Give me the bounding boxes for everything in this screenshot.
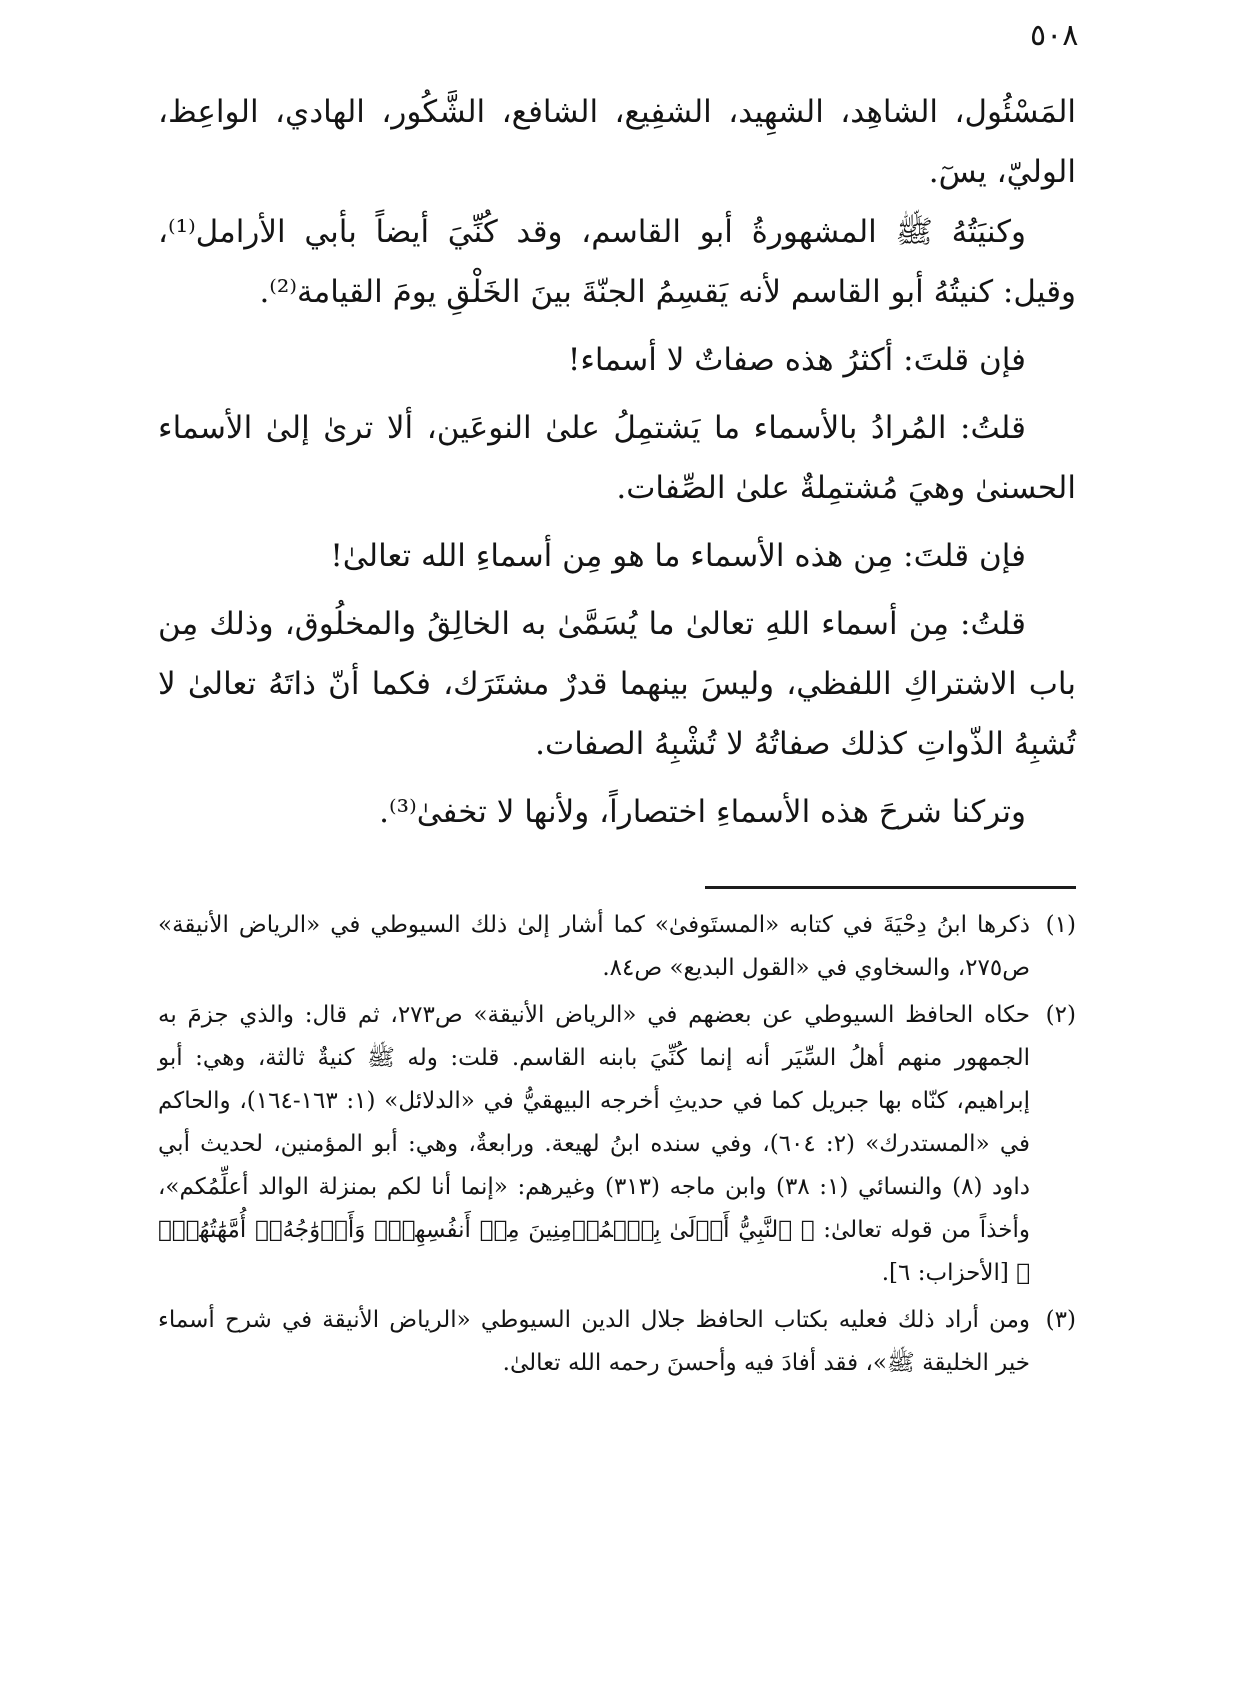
footnote-number: (٢) (1045, 1002, 1076, 1028)
paragraph-names-continued: المَسْئُول، الشاهِد، الشهِيد، الشفِيع، الشافع، الشَّكُور، الهادي، الواعِظ، الوليّ، يسٓ. (158, 94, 1076, 190)
footnote-text: حكاه الحافظ السيوطي عن بعضهم في «الرياض الأنيقة» ص٢٧٣، ثم قال: والذي جزمَ به الجمهور منهم أهلُ السِّيَر أنه إنما كُنِّيَ بابنه القاسم. قلت: وله ﷺ كنيةٌ ثالثة، وهي: أبو إبراهيم، كنّاه بها جبريل كما في حديثِ أخرجه البيهقيُّ في «الدلائل» (١: ١٦٣-١٦٤)، والحاكم في «المستدرك» (٢: ٦٠٤)، وفي سنده ابنُ لهيعة. ورابعةٌ، وهي: أبو المؤمنين، لحديث أبي داود (٨) والنسائي (١: ٣٨) وابن ماجه (٣١٣) وغيرهم: «إنما أنا لكم بمنزلة الوالد أعلِّمُكم»، وأخذاً من قوله تعالىٰ: ﴿ ٱلنَّبِيُّ أَوۡلَىٰ بِٱلۡمُؤۡمِنِينَ مِنۡ أَنفُسِهِمۡۖ وَأَزۡوَٰجُهُۥٓ أُمَّهَٰتُهُمۡۗ ﴾ [الأحزاب: ٦]. (158, 1002, 1030, 1286)
footnote-2 (158, 994, 1076, 1295)
main-text (158, 82, 1076, 842)
paragraph-answer-2: قلتُ: مِن أسماء اللهِ تعالىٰ ما يُسَمَّىٰ به الخالِقُ والمخلُوق، وذلك مِن باب الاشتراكِ اللفظي، وليسَ بينهما قدرٌ مشتَرَك، فكما أنّ ذاتَهُ تعالىٰ لا تُشبِهُ الذّواتِ كذلك صفاتُهُ لا تُشْبِهُ الصفات. (158, 606, 1076, 762)
paragraph-answer-1: قلتُ: المُرادُ بالأسماء ما يَشتمِلُ علىٰ النوعَين، ألا ترىٰ إلىٰ الأسماء الحسنىٰ وهيَ مُشتمِلةٌ علىٰ الصِّفات. (158, 410, 1076, 506)
paragraph-question-2: فإن قلتَ: مِن هذه الأسماء ما هو مِن أسماءِ الله تعالىٰ! (330, 538, 1026, 574)
footnote-number: (١) (1045, 912, 1076, 938)
footnote-text: ومن أراد ذلك فعليه بكتاب الحافظ جلال الدين السيوطي «الرياض الأنيقة في شرح أسماء خير الخليقة ﷺ»، فقد أفادَ فيه وأحسنَ رحمه الله تعالىٰ. (158, 1307, 1030, 1376)
footnote-text: ذكرها ابنُ دِحْيَةَ في كتابه «المستَوفىٰ» كما أشار إلىٰ ذلك السيوطي في «الرياض الأنيقة» ص٢٧٥، والسخاوي في «القول البديع» ص٨٤. (158, 912, 1030, 981)
paragraph-closing: وتركنا شرحَ هذه الأسماءِ اختصاراً، ولأنها لا تخفىٰ⁽³⁾. (379, 794, 1026, 830)
footnote-1 (158, 904, 1076, 990)
footnote-separator (705, 886, 1076, 889)
paragraph-kunya: وكنيَتُهُ ﷺ المشهورةُ أبو القاسم، وقد كُنِّيَ أيضاً بأبي الأرامل⁽¹⁾، وقيل: كنيتُهُ أبو القاسم لأنه يَقسِمُ الجنّةَ بينَ الخَلْقِ يومَ القيامة⁽²⁾. (158, 214, 1076, 310)
footnote-3 (158, 1299, 1076, 1385)
footnotes (158, 904, 1076, 1389)
footnote-number: (٣) (1045, 1307, 1076, 1333)
paragraph-question-1: فإن قلتَ: أكثرُ هذه صفاتٌ لا أسماء! (567, 342, 1026, 378)
page-number: ٥٠٨ (1030, 18, 1079, 53)
